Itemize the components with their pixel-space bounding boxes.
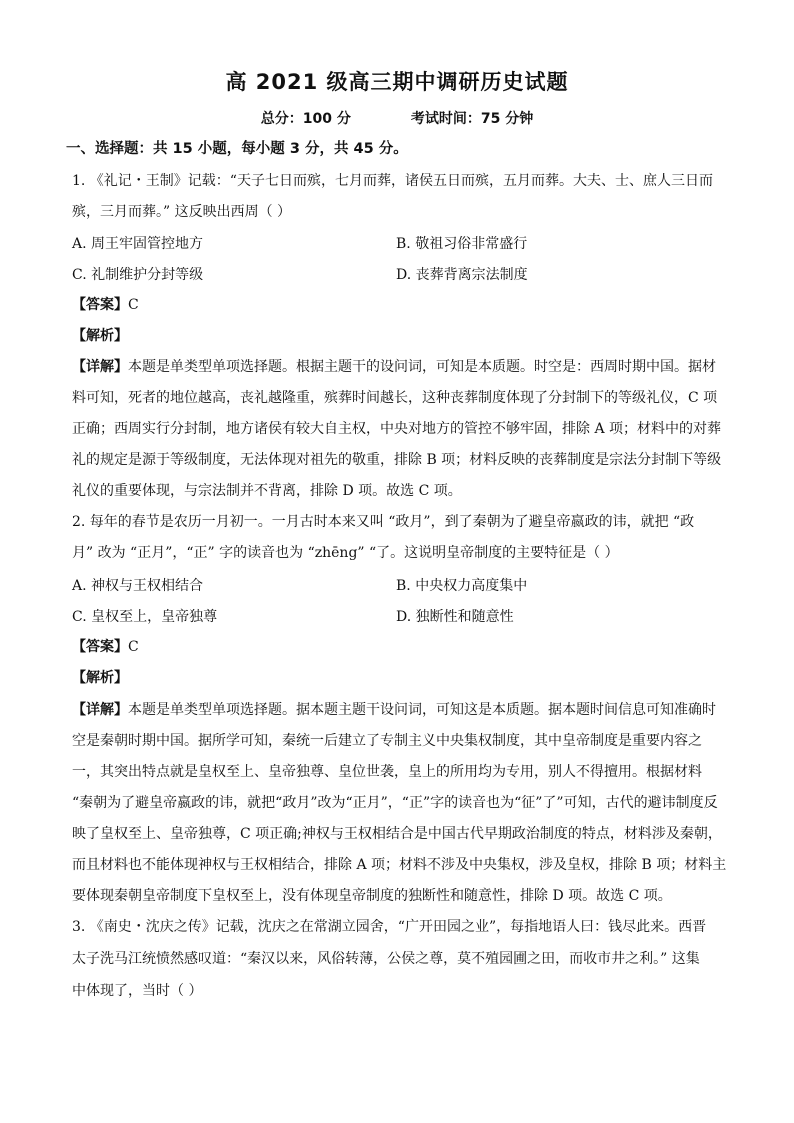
detail-line xyxy=(72,357,732,377)
page-title: 高 2021 级高三期中调研历史试题 xyxy=(225,70,569,94)
detail-line: 一，其突出特点就是皇权至上、皇帝独尊、皇位世袭，皇上的所用均为专用，别人不得擅用。根据材料 xyxy=(72,764,702,780)
question-stem-line: 2. 每年的春节是农历一月初一。一月古时本来又叫 “政月”，到了秦朝为了避皇帝嬴政的讳，就把 “政 xyxy=(72,514,695,530)
analysis-tag: 【解析】 xyxy=(72,670,128,686)
option-b: B. 中央权力高度集中 xyxy=(396,578,528,594)
detail-line xyxy=(72,700,732,720)
answer-value: C xyxy=(128,297,139,313)
detail-line: 空是秦朝时期中国。据所学可知，秦统一后建立了专制主义中央集权制度，其中皇帝制度是重要内容之 xyxy=(72,733,702,749)
question-stem-line: 殡，三月而葬。” 这反映出西周（ ） xyxy=(72,204,292,220)
detail-tag: 【详解】 xyxy=(72,359,128,375)
option-b: B. 敬祖习俗非常盛行 xyxy=(396,236,528,252)
option-d: D. 丧葬背离宗法制度 xyxy=(396,267,528,283)
option-c: C. 皇权至上，皇帝独尊 xyxy=(72,609,218,625)
question-stem-line: 月” 改为 “正月”，“正” 字的读音也为 “zhēng” “了。这说明皇帝制度的主要特征是（ ） xyxy=(72,545,619,561)
question-stem-line: 太子洗马江统愤然感叹道：“秦汉以来，风俗转薄，公侯之尊，莫不殖园圃之田，而收市井之利。” 这集 xyxy=(72,951,700,967)
answer-line xyxy=(72,637,732,657)
detail-line: 而且材料也不能体现神权与王权相结合，排除 A 项；材料不涉及中央集权，涉及皇权，排除 B 项；材料主 xyxy=(72,857,727,873)
section-heading: 一、选择题：共 15 小题，每小题 3 分，共 45 分。 xyxy=(66,141,408,157)
question-stem-line: 中体现了，当时（ ） xyxy=(72,983,203,999)
detail-line: 要体现秦朝皇帝制度下皇权至上，没有体现皇帝制度的独断性和随意性，排除 D 项。故选 C 项。 xyxy=(72,888,672,904)
detail-line: 礼的规定是源于等级制度，无法体现对祖先的敬重，排除 B 项；材料反映的丧葬制度是宗法分封制下等级 xyxy=(72,452,722,468)
exam-meta xyxy=(0,108,794,128)
detail-line: 料可知，死者的地位越高，丧礼越隆重，殡葬时间越长，这种丧葬制度体现了分封制下的等级礼仪，C 项 xyxy=(72,390,718,406)
answer-line xyxy=(72,295,732,315)
total-score: 总分：100 分 xyxy=(260,111,351,127)
option-a: A. 周王牢固管控地方 xyxy=(72,236,204,252)
detail-line: “秦朝为了避皇帝嬴政的讳，就把“政月”改为“正月”，“正”字的读音也为“征”了”可知，古代的避讳制度反 xyxy=(72,795,718,811)
answer-tag: 【答案】 xyxy=(72,297,128,313)
detail-line: 映了皇权至上、皇帝独尊，C 项正确;神权与王权相结合是中国古代早期政治制度的特点，材料涉及秦朝， xyxy=(72,826,722,842)
exam-time: 考试时间：75 分钟 xyxy=(410,111,534,127)
detail-tag: 【详解】 xyxy=(72,702,128,718)
answer-value: C xyxy=(128,639,139,655)
detail-text: 本题是单类型单项选择题。据本题主题干设问词，可知这是本质题。据本题时间信息可知准确时 xyxy=(128,702,716,718)
question-stem-line: 3. 《南史・沈庆之传》记载，沈庆之在常湖立园舍，“广开田园之业”，每指地语人曰：钱尽此来。西晋 xyxy=(72,919,707,935)
detail-line: 正确；西周实行分封制，地方诸侯有较大自主权，中央对地方的管控不够牢固，排除 A 项；材料中的对葬 xyxy=(72,421,722,437)
option-c: C. 礼制维护分封等级 xyxy=(72,267,204,283)
detail-text: 本题是单类型单项选择题。根据主题干的设问词，可知是本质题。时空是：西周时期中国。据材 xyxy=(128,359,716,375)
answer-tag: 【答案】 xyxy=(72,639,128,655)
analysis-tag: 【解析】 xyxy=(72,328,128,344)
detail-line: 礼仪的重要体现，与宗法制并不背离，排除 D 项。故选 C 项。 xyxy=(72,483,462,499)
option-d: D. 独断性和随意性 xyxy=(396,609,514,625)
question-stem-line: 1. 《礼记・王制》记载：“天子七日而殡，七月而葬，诸侯五日而殡，五月而葬。大夫、士、庶人三日而 xyxy=(72,173,713,189)
option-a: A. 神权与王权相结合 xyxy=(72,578,204,594)
